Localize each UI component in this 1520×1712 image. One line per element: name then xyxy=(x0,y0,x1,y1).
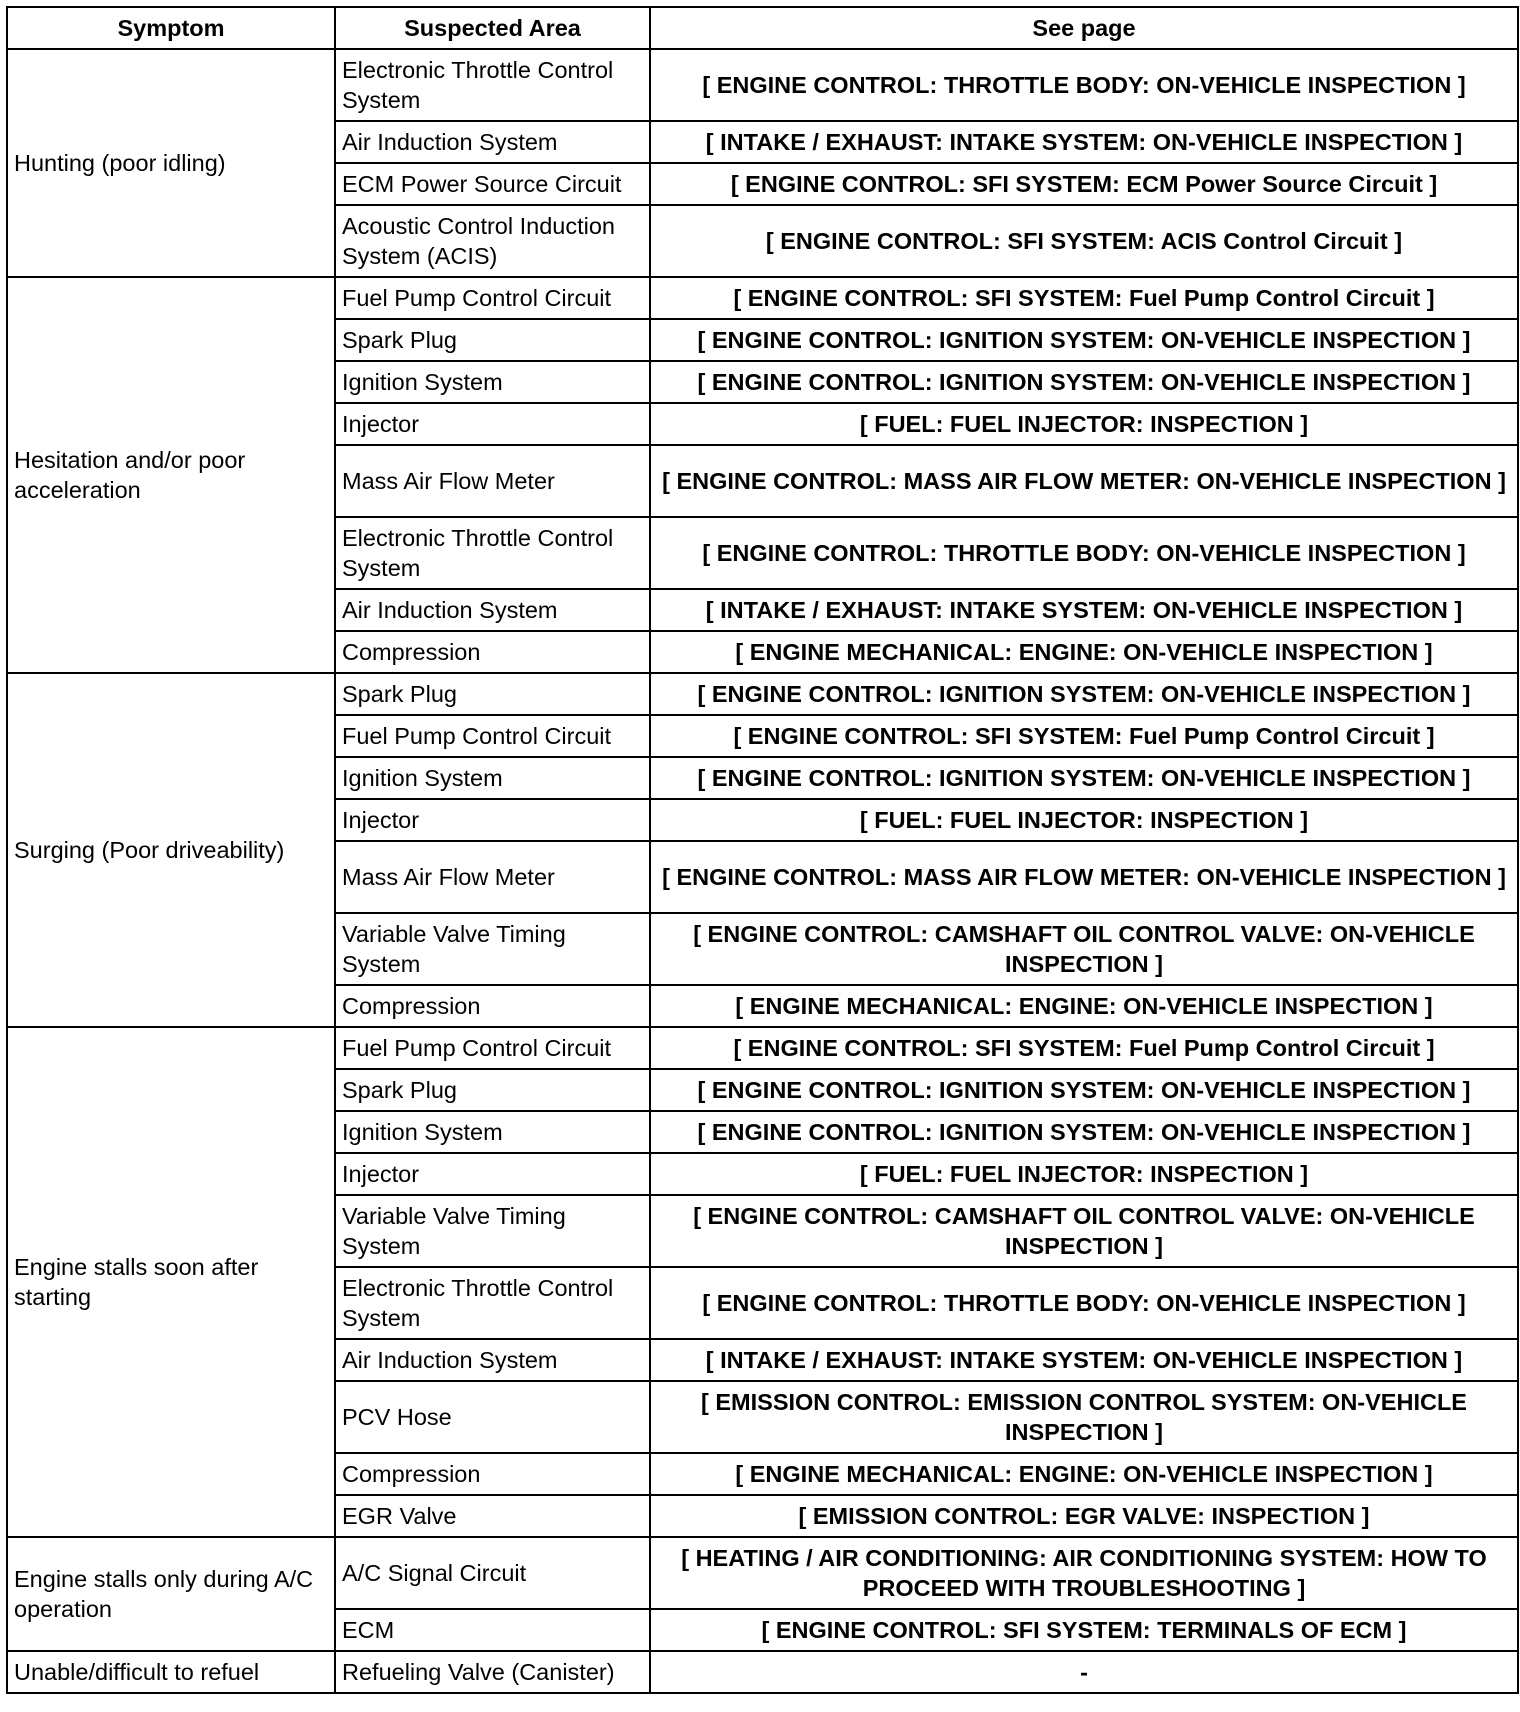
see-page-cell: [ ENGINE CONTROL: MASS AIR FLOW METER: ON-VEHICLE INSPECTION ] xyxy=(650,445,1518,517)
see-page-cell: [ ENGINE CONTROL: IGNITION SYSTEM: ON-VEHICLE INSPECTION ] xyxy=(650,361,1518,403)
see-page-cell: [ EMISSION CONTROL: EGR VALVE: INSPECTION ] xyxy=(650,1495,1518,1537)
see-page-cell: [ FUEL: FUEL INJECTOR: INSPECTION ] xyxy=(650,1153,1518,1195)
see-page-cell: [ ENGINE MECHANICAL: ENGINE: ON-VEHICLE INSPECTION ] xyxy=(650,1453,1518,1495)
see-page-cell: [ ENGINE CONTROL: MASS AIR FLOW METER: ON-VEHICLE INSPECTION ] xyxy=(650,841,1518,913)
see-page-cell: [ ENGINE CONTROL: SFI SYSTEM: ACIS Control Circuit ] xyxy=(650,205,1518,277)
see-page-cell: [ FUEL: FUEL INJECTOR: INSPECTION ] xyxy=(650,799,1518,841)
symptom-cell: Engine stalls only during A/C operation xyxy=(7,1537,335,1651)
suspected-area-cell: Variable Valve Timing System xyxy=(335,913,650,985)
suspected-area-cell: Compression xyxy=(335,985,650,1027)
symptom-cell: Unable/difficult to refuel xyxy=(7,1651,335,1693)
see-page-cell: [ ENGINE CONTROL: SFI SYSTEM: Fuel Pump Control Circuit ] xyxy=(650,277,1518,319)
suspected-area-cell: Electronic Throttle Control System xyxy=(335,49,650,121)
see-page-cell: [ ENGINE CONTROL: CAMSHAFT OIL CONTROL VALVE: ON-VEHICLE INSPECTION ] xyxy=(650,913,1518,985)
suspected-area-cell: Fuel Pump Control Circuit xyxy=(335,715,650,757)
suspected-area-cell: ECM xyxy=(335,1609,650,1651)
symptom-cell: Engine stalls soon after starting xyxy=(7,1027,335,1537)
suspected-area-cell: Compression xyxy=(335,1453,650,1495)
see-page-cell: [ ENGINE CONTROL: IGNITION SYSTEM: ON-VEHICLE INSPECTION ] xyxy=(650,757,1518,799)
suspected-area-cell: Air Induction System xyxy=(335,1339,650,1381)
suspected-area-cell: ECM Power Source Circuit xyxy=(335,163,650,205)
see-page-cell: [ ENGINE CONTROL: THROTTLE BODY: ON-VEHICLE INSPECTION ] xyxy=(650,1267,1518,1339)
suspected-area-cell: PCV Hose xyxy=(335,1381,650,1453)
see-page-cell: [ ENGINE CONTROL: SFI SYSTEM: Fuel Pump Control Circuit ] xyxy=(650,715,1518,757)
see-page-cell: [ INTAKE / EXHAUST: INTAKE SYSTEM: ON-VEHICLE INSPECTION ] xyxy=(650,121,1518,163)
suspected-area-cell: EGR Valve xyxy=(335,1495,650,1537)
suspected-area-cell: Injector xyxy=(335,1153,650,1195)
suspected-area-cell: Air Induction System xyxy=(335,121,650,163)
see-page-cell: [ EMISSION CONTROL: EMISSION CONTROL SYSTEM: ON-VEHICLE INSPECTION ] xyxy=(650,1381,1518,1453)
suspected-area-cell: Compression xyxy=(335,631,650,673)
see-page-cell: [ ENGINE CONTROL: SFI SYSTEM: TERMINALS OF ECM ] xyxy=(650,1609,1518,1651)
symptom-cell: Hunting (poor idling) xyxy=(7,49,335,277)
see-page-cell: [ ENGINE CONTROL: IGNITION SYSTEM: ON-VEHICLE INSPECTION ] xyxy=(650,673,1518,715)
table-row xyxy=(7,1537,1518,1609)
see-page-cell: - xyxy=(650,1651,1518,1693)
suspected-area-cell: Ignition System xyxy=(335,1111,650,1153)
troubleshooting-sheet xyxy=(6,6,1519,1694)
table-row xyxy=(7,277,1518,319)
suspected-area-cell: Spark Plug xyxy=(335,1069,650,1111)
see-page-cell: [ ENGINE CONTROL: THROTTLE BODY: ON-VEHICLE INSPECTION ] xyxy=(650,517,1518,589)
see-page-cell: [ INTAKE / EXHAUST: INTAKE SYSTEM: ON-VEHICLE INSPECTION ] xyxy=(650,589,1518,631)
suspected-area-cell: Variable Valve Timing System xyxy=(335,1195,650,1267)
suspected-area-cell: Acoustic Control Induction System (ACIS) xyxy=(335,205,650,277)
symptom-cell: Surging (Poor driveability) xyxy=(7,673,335,1027)
suspected-area-cell: Spark Plug xyxy=(335,673,650,715)
suspected-area-cell: Ignition System xyxy=(335,361,650,403)
header-row xyxy=(7,7,1518,49)
symptom-table xyxy=(6,6,1519,1694)
see-page-cell: [ ENGINE CONTROL: IGNITION SYSTEM: ON-VEHICLE INSPECTION ] xyxy=(650,1069,1518,1111)
suspected-area-cell: Mass Air Flow Meter xyxy=(335,445,650,517)
see-page-cell: [ ENGINE CONTROL: SFI SYSTEM: Fuel Pump Control Circuit ] xyxy=(650,1027,1518,1069)
see-page-cell: [ ENGINE CONTROL: THROTTLE BODY: ON-VEHICLE INSPECTION ] xyxy=(650,49,1518,121)
see-page-cell: [ FUEL: FUEL INJECTOR: INSPECTION ] xyxy=(650,403,1518,445)
table-row xyxy=(7,1651,1518,1693)
header-suspected-area: Suspected Area xyxy=(335,7,650,49)
suspected-area-cell: A/C Signal Circuit xyxy=(335,1537,650,1609)
see-page-cell: [ ENGINE CONTROL: IGNITION SYSTEM: ON-VEHICLE INSPECTION ] xyxy=(650,319,1518,361)
suspected-area-cell: Spark Plug xyxy=(335,319,650,361)
see-page-cell: [ ENGINE MECHANICAL: ENGINE: ON-VEHICLE INSPECTION ] xyxy=(650,631,1518,673)
see-page-cell: [ INTAKE / EXHAUST: INTAKE SYSTEM: ON-VEHICLE INSPECTION ] xyxy=(650,1339,1518,1381)
table-row xyxy=(7,49,1518,121)
see-page-cell: [ ENGINE CONTROL: SFI SYSTEM: ECM Power Source Circuit ] xyxy=(650,163,1518,205)
see-page-cell: [ ENGINE CONTROL: IGNITION SYSTEM: ON-VEHICLE INSPECTION ] xyxy=(650,1111,1518,1153)
suspected-area-cell: Ignition System xyxy=(335,757,650,799)
suspected-area-cell: Injector xyxy=(335,799,650,841)
symptom-cell: Hesitation and/or poor acceleration xyxy=(7,277,335,673)
see-page-cell: [ ENGINE CONTROL: CAMSHAFT OIL CONTROL VALVE: ON-VEHICLE INSPECTION ] xyxy=(650,1195,1518,1267)
suspected-area-cell: Air Induction System xyxy=(335,589,650,631)
suspected-area-cell: Fuel Pump Control Circuit xyxy=(335,277,650,319)
suspected-area-cell: Mass Air Flow Meter xyxy=(335,841,650,913)
see-page-cell: [ HEATING / AIR CONDITIONING: AIR CONDITIONING SYSTEM: HOW TO PROCEED WITH TROUBLESHOOTING ] xyxy=(650,1537,1518,1609)
table-body xyxy=(7,49,1518,1693)
table-row xyxy=(7,673,1518,715)
suspected-area-cell: Refueling Valve (Canister) xyxy=(335,1651,650,1693)
suspected-area-cell: Fuel Pump Control Circuit xyxy=(335,1027,650,1069)
see-page-cell: [ ENGINE MECHANICAL: ENGINE: ON-VEHICLE INSPECTION ] xyxy=(650,985,1518,1027)
table-row xyxy=(7,1027,1518,1069)
suspected-area-cell: Electronic Throttle Control System xyxy=(335,517,650,589)
header-symptom: Symptom xyxy=(7,7,335,49)
suspected-area-cell: Injector xyxy=(335,403,650,445)
header-see-page: See page xyxy=(650,7,1518,49)
suspected-area-cell: Electronic Throttle Control System xyxy=(335,1267,650,1339)
